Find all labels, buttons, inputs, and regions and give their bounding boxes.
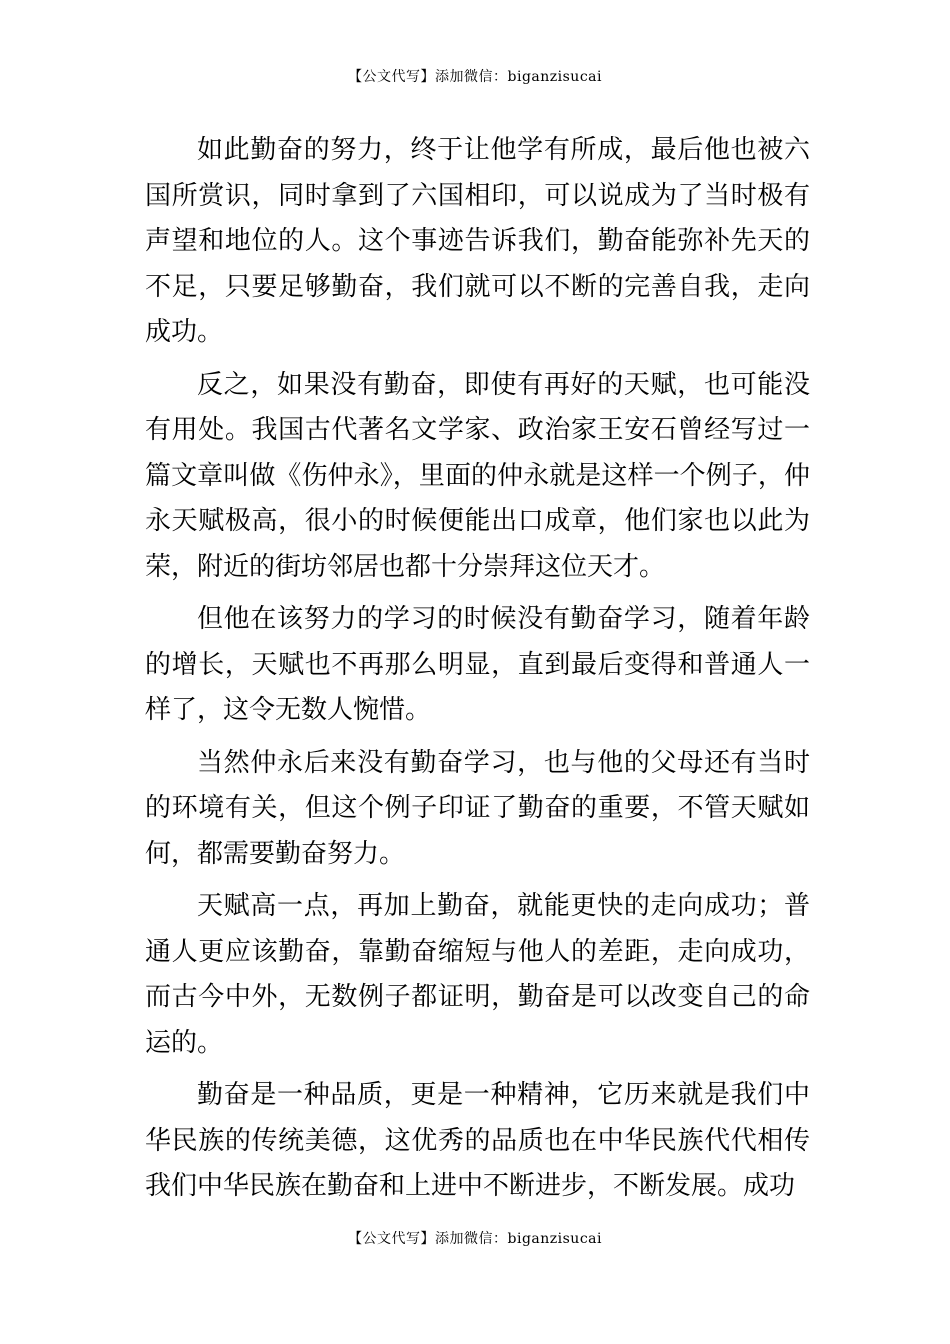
page-header: 【公文代写】添加微信：biganzisucai	[348, 69, 602, 85]
paragraph: 天赋高一点，再加上勤奋，就能更快的走向成功；普通人更应该勤奋，靠勤奋缩短与他人的差距，走向成功，而古今中外，无数例子都证明，勤奋是可以改变自己的命运的。	[145, 891, 810, 1058]
page-footer: 【公文代写】添加微信：biganzisucai	[348, 1231, 602, 1247]
paragraph: 反之，如果没有勤奋，即使有再好的天赋，也可能没有用处。我国古代著名文学家、政治家王安石曾经写过一篇文章叫做《伤仲永》，里面的仲永就是这样一个例子，仲永天赋极高，很小的时候便能出口成章，他们家也以此为荣，附近的街坊邻居也都十分崇拜这位天才。	[145, 369, 810, 582]
document-body	[145, 128, 810, 1217]
paragraph: 但他在该努力的学习的时候没有勤奋学习，随着年龄的增长，天赋也不再那么明显，直到最后变得和普通人一样了，这令无数人惋惜。	[145, 604, 810, 725]
paragraph: 如此勤奋的努力，终于让他学有所成，最后他也被六国所赏识，同时拿到了六国相印，可以说成为了当时极有声望和地位的人。这个事迹告诉我们，勤奋能弥补先天的不足，只要足够勤奋，我们就可以不断的完善自我，走向成功。	[145, 135, 810, 347]
paragraph: 当然仲永后来没有勤奋学习，也与他的父母还有当时的环境有关，但这个例子印证了勤奋的重要，不管天赋如何，都需要勤奋努力。	[145, 747, 810, 869]
paragraph: 勤奋是一种品质，更是一种精神，它历来就是我们中华民族的传统美德，这优秀的品质也在中华民族代代相传我们中华民族在勤奋和上进中不断进步，不断发展。成功	[145, 1080, 810, 1201]
